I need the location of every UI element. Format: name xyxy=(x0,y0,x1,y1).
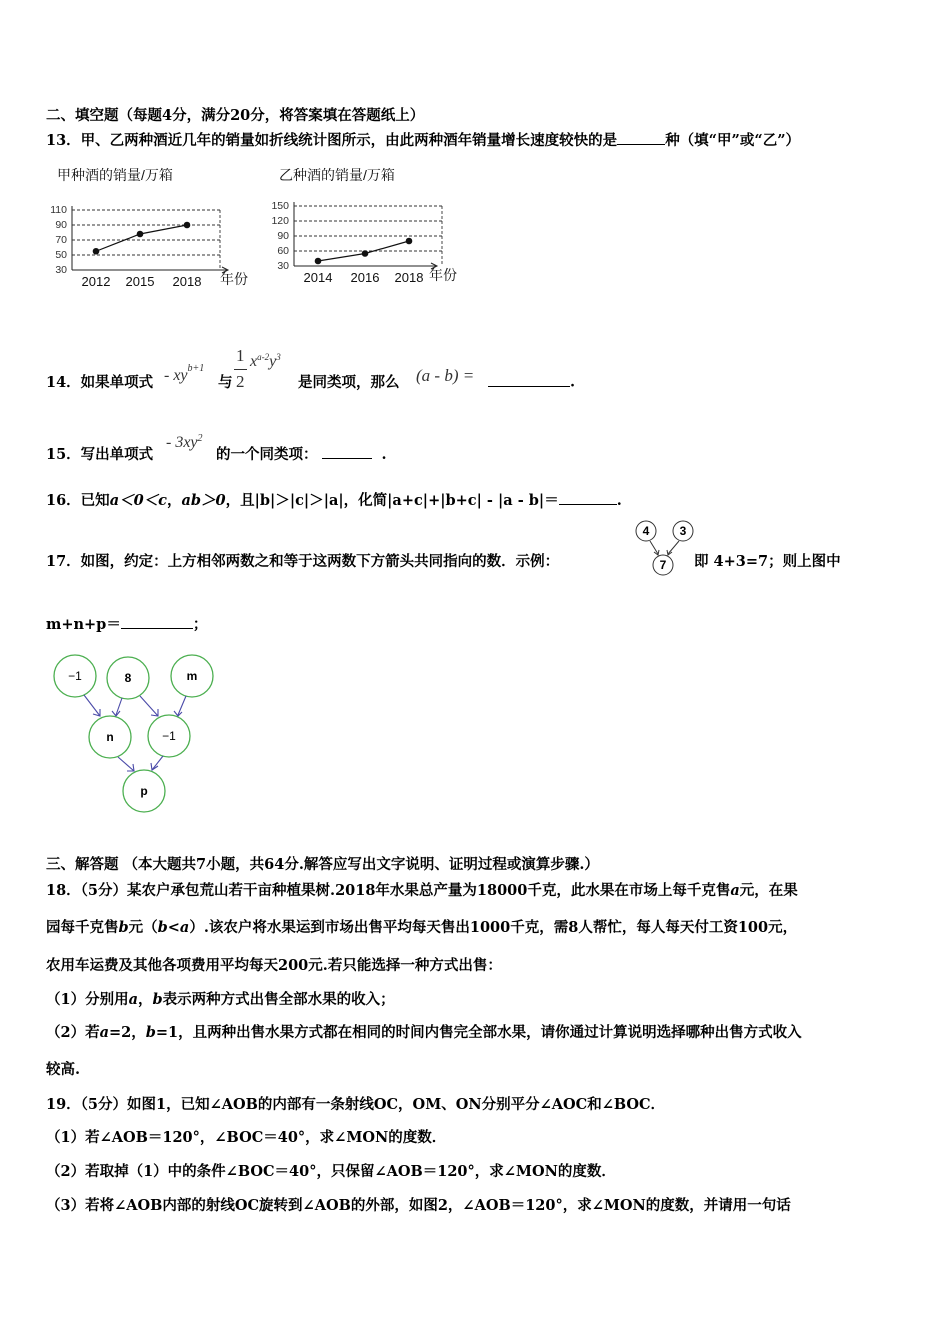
y-tick-label: 30 xyxy=(55,264,67,276)
y-tick-label: 90 xyxy=(55,219,67,231)
section-2-heading: 二、填空题（每题4分，满分20分，将答案填在答题纸上） xyxy=(46,107,425,124)
q17-text: 17．如图，约定：上方相邻两数之和等于这两数下方箭头共同指向的数．示例： xyxy=(46,553,560,570)
q15-answer-blank[interactable] xyxy=(322,444,372,460)
series-line xyxy=(96,225,187,251)
q13-text: 13．甲、乙两种酒近几年的销量如折线统计图所示，由此两种酒年销量增长速度较快的是 xyxy=(46,132,618,149)
data-point xyxy=(406,238,413,245)
x-axis-label: 年份 xyxy=(220,271,248,287)
q16-condition-1: a＜0＜c xyxy=(109,492,168,509)
example-arrow-right xyxy=(668,541,679,554)
y-tick-label: 70 xyxy=(55,234,67,246)
q19-subquestion-3: （3）若将∠AOB内部的射线OC旋转到∠AOB的外部，如图2，∠AOB＝120°，求∠MON的度数，并请用一句话 xyxy=(46,1197,791,1214)
q14-answer-blank[interactable] xyxy=(488,371,570,387)
chart-jia-sales xyxy=(40,162,255,292)
q18-line-3: 农用车运费及其他各项费用平均每天200元.若只能选择一种方式出售： xyxy=(46,957,502,974)
q19-subquestion-2: （2）若取掉（1）中的条件∠BOC＝40°，只保留∠AOB＝120°，求∠MON的度数． xyxy=(46,1163,616,1180)
x-tick-label: 2014 xyxy=(303,270,333,285)
data-point xyxy=(184,222,191,229)
data-point xyxy=(315,258,322,265)
q16-condition-2: ab＞0 xyxy=(181,492,226,509)
q19-subquestion-1: （1）若∠AOB＝120°，∠BOC＝40°，求∠MON的度数． xyxy=(46,1129,447,1146)
tree-label-c: m xyxy=(186,669,198,683)
q14-middle: 是同类项，那么 xyxy=(298,374,400,391)
q18-subquestion-2-end: 较高. xyxy=(46,1061,81,1078)
q13-answer-blank[interactable] xyxy=(617,130,665,146)
tree-label-e: −1 xyxy=(162,729,176,743)
q17-answer-blank[interactable] xyxy=(121,614,193,630)
tree-label-f: p xyxy=(140,784,148,798)
q15-monomial: - $3xy^2$ xyxy=(166,433,203,451)
q17-line-2: m+n+p＝ ； xyxy=(46,613,207,634)
example-left-label: 4 xyxy=(642,524,650,538)
y-tick-label: 90 xyxy=(277,230,289,242)
tree-label-d: n xyxy=(106,730,114,744)
q18-line-2: 园每千克售b元（b<a）.该农户将水果运到市场出售平均每天售出1000千克，需8人帮忙，每人每天付工资100元， xyxy=(46,919,798,936)
q18-subquestion-2: （2）若a=2，b=1，且两种出售水果方式都在相同的时间内售完全部水果，请你通过计算说明选择哪种出售方式收入 xyxy=(46,1024,802,1041)
q14-fraction-bar xyxy=(234,369,247,370)
q17-number-tree xyxy=(48,645,248,820)
y-tick-label: 110 xyxy=(50,204,67,216)
question-14 xyxy=(46,371,153,392)
x-tick-label: 2018 xyxy=(172,274,202,289)
chart-yi-sales xyxy=(262,162,487,292)
q14-connector: 与 xyxy=(218,374,233,391)
q13-after: 种（填“甲”或“乙”） xyxy=(665,132,801,149)
q14-monomial-1: - $xy^{b+1}$ xyxy=(164,363,205,384)
x-axis-label: 年份 xyxy=(429,267,457,283)
x-tick-label: 2018 xyxy=(394,270,424,285)
q17-tail: 即 4+3=7；则上图中 xyxy=(694,553,841,570)
data-point xyxy=(93,248,100,255)
q15-suffix-area: 的一个同类项： . xyxy=(216,443,387,464)
q18-line-1: 18．（5分）某农户承包荒山若干亩种植果树.2018年水果总产量为18000千克，此水果在市场上每千克售a元，在果 xyxy=(46,882,798,899)
q18-subquestion-1: （1）分别用a，b表示两种方式出售全部水果的收入； xyxy=(46,991,395,1008)
q16-answer-blank[interactable] xyxy=(559,490,617,506)
chart-title: 甲种酒的销量/万箱 xyxy=(57,167,173,183)
q15-prefix: 15．写出单项式 xyxy=(46,446,154,463)
q14-fraction-denominator: 2 xyxy=(236,372,245,391)
y-tick-label: 30 xyxy=(277,260,289,272)
q14-expression: (a - b) = xyxy=(416,366,475,385)
question-16: 16．已知a＜0＜c，ab＞0，且|b|＞|c|＞|a|，化简|a+c|+|b+c| - |a - b|＝ . xyxy=(46,489,622,510)
y-tick-label: 120 xyxy=(271,215,289,227)
y-tick-label: 150 xyxy=(271,200,289,212)
tree-label-a: −1 xyxy=(68,669,82,683)
q19-line-1: 19．（5分）如图1，已知∠AOB的内部有一条射线OC，OM、ON分别平分∠AOC和∠BOC． xyxy=(46,1096,666,1113)
q14-monomial-2: $x^{a-2}y^3$ xyxy=(250,352,281,370)
q14-fraction-numerator: 1 xyxy=(236,346,245,365)
chart-title: 乙种酒的销量/万箱 xyxy=(279,167,395,183)
x-tick-label: 2015 xyxy=(125,274,155,289)
x-tick-label: 2012 xyxy=(81,274,111,289)
example-bottom-label: 7 xyxy=(659,558,667,572)
y-tick-label: 50 xyxy=(55,249,67,261)
q17-example-diagram xyxy=(628,518,698,578)
x-tick-label: 2016 xyxy=(350,270,380,285)
data-point xyxy=(137,231,144,238)
q14-prefix: 14．如果单项式 xyxy=(46,374,154,391)
y-tick-label: 60 xyxy=(277,245,289,257)
section-3-heading: 三、解答题 （本大题共7小题，共64分.解答应写出文字说明、证明过程或演算步骤.） xyxy=(46,856,599,873)
example-right-label: 3 xyxy=(679,524,687,538)
question-13 xyxy=(46,129,800,150)
data-point xyxy=(362,250,369,257)
q14-answer-area: . xyxy=(488,371,575,391)
tree-label-b: 8 xyxy=(124,671,132,685)
